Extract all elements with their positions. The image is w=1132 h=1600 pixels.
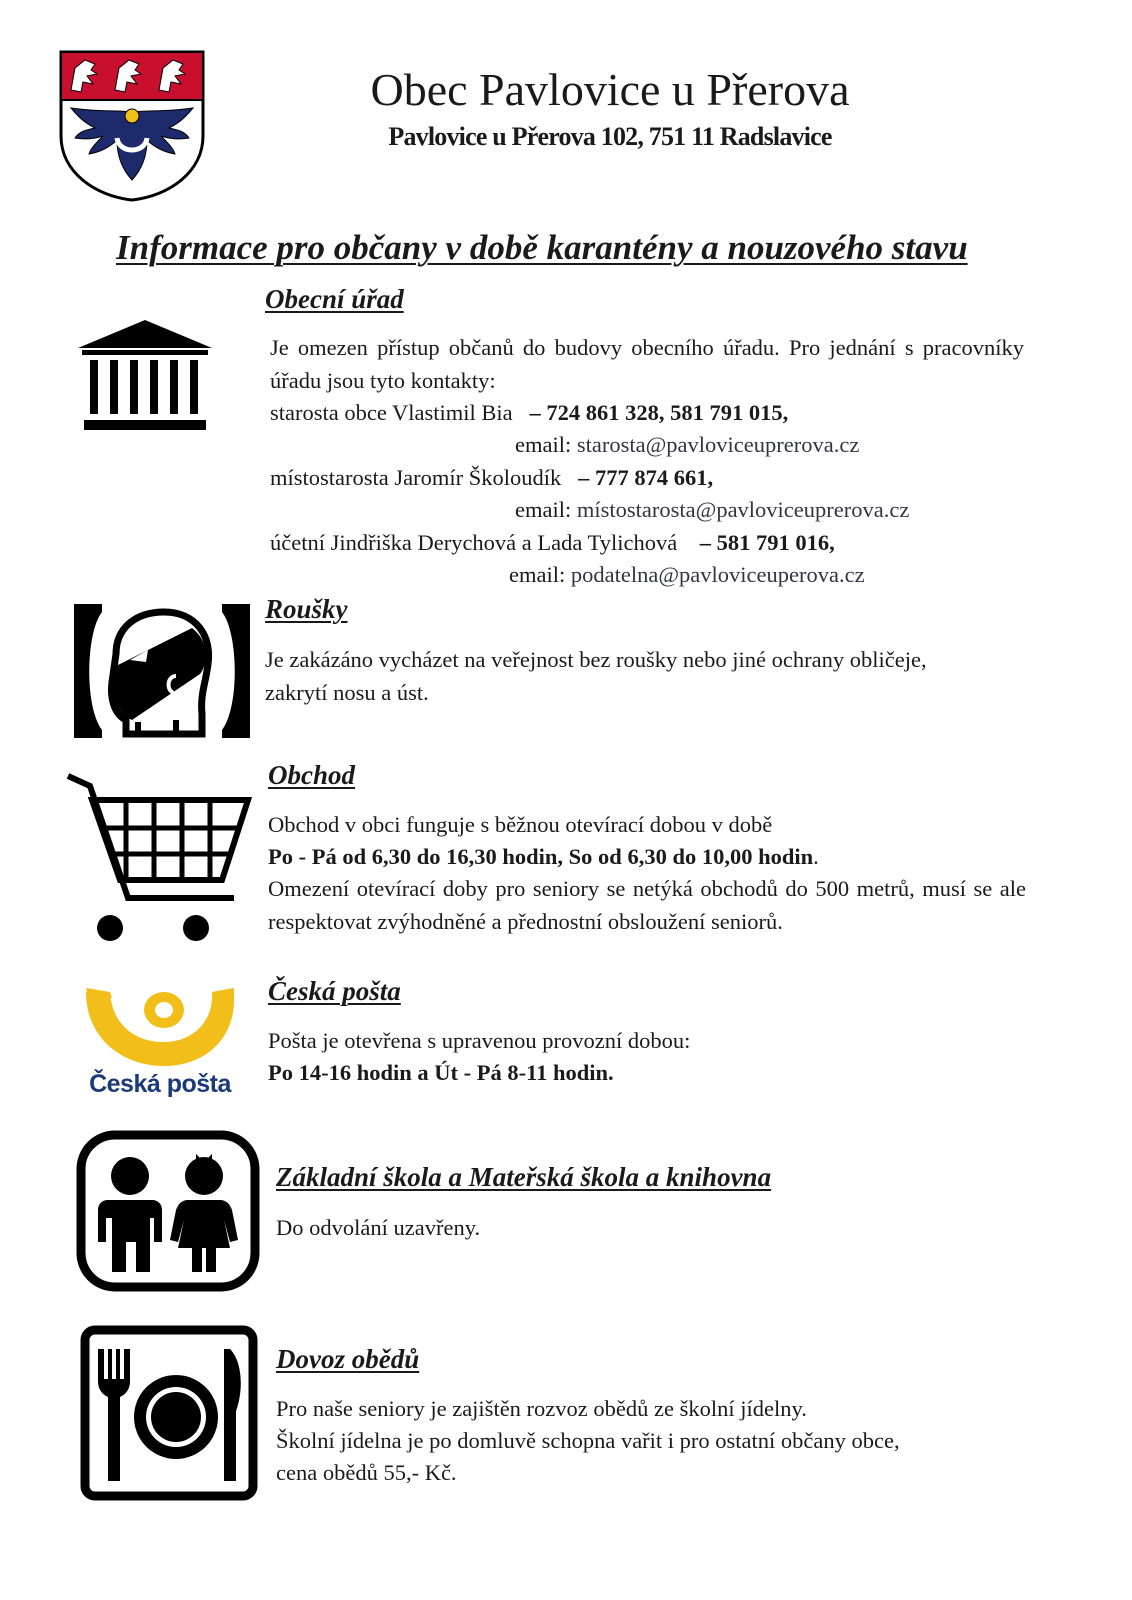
post-horn-icon bbox=[82, 984, 236, 1068]
shop-hours-row bbox=[268, 841, 819, 874]
contact-phone: – 581 791 016, bbox=[699, 530, 835, 555]
post-hours-row bbox=[268, 1057, 614, 1090]
heading-skola: Základní škola a Mateřská škola a knihovna bbox=[276, 1162, 772, 1192]
meals-line3: cena obědů 55,- Kč. bbox=[276, 1460, 457, 1485]
post-hours: Po 14-16 hodin a Út - Pá 8-11 hodin. bbox=[268, 1060, 614, 1085]
heading-ceska-posta: Česká pošta bbox=[268, 976, 401, 1006]
meals-line2: Školní jídelna je po domluvě schopna vařit i pro ostatní občany obce, bbox=[276, 1428, 900, 1453]
contact-email-row bbox=[515, 429, 859, 462]
shop-hours: Po - Pá od 6,30 do 16,30 hodin, So od 6,30 do 10,00 hodin bbox=[268, 844, 814, 869]
post-line1: Pošta je otevřena s upravenou provozní dobou: bbox=[268, 1028, 691, 1053]
page-title: Informace pro občany v době karantény a nouzového stavu bbox=[116, 228, 968, 267]
shopping-cart-icon bbox=[66, 772, 252, 948]
contact-mistostarosta bbox=[270, 462, 713, 495]
email-label: email: bbox=[515, 497, 577, 522]
shop-line1: Obchod v obci funguje s běžnou otevírací dobou v době bbox=[268, 812, 773, 837]
school-text: Do odvolání uzavřeny. bbox=[276, 1215, 481, 1240]
contact-phone: – 777 874 661, bbox=[578, 465, 714, 490]
heading-rousky: Roušky bbox=[265, 594, 348, 624]
face-mask-icon bbox=[72, 602, 252, 740]
contact-person: místostarosta Jaromír Školoudík bbox=[270, 465, 562, 490]
children-icon bbox=[76, 1130, 260, 1292]
contact-email-row bbox=[509, 559, 865, 592]
office-intro: Je omezen přístup občanů do budovy obecního úřadu. Pro jednání s pracovníky úřadu jsou tyto kontakty: bbox=[270, 335, 1024, 393]
heading-obecni-urad: Obecní úřad bbox=[265, 284, 404, 314]
contact-phone: – 724 861 328, 581 791 015, bbox=[529, 400, 789, 425]
email-link-starosta[interactable]: starosta@pavloviceuprerova.cz bbox=[576, 432, 860, 457]
town-address: Pavlovice u Přerova 102, 751 11 Radslavice bbox=[388, 122, 832, 151]
email-label: email: bbox=[509, 562, 571, 587]
plate-cutlery-icon bbox=[80, 1325, 258, 1501]
contact-email-row bbox=[515, 494, 909, 527]
heading-obchod: Obchod bbox=[268, 760, 355, 790]
shop-note: Omezení otevírací doby pro seniory se netýká obchodů do 500 metrů, musí se ale respektovat zvýhodněné a přednostní obsloužení seniorů. bbox=[268, 876, 1026, 934]
masks-text: Je zakázáno vycházet na veřejnost bez roušky nebo jiné ochrany obličeje, zakrytí nosu a úst. bbox=[265, 647, 927, 705]
contact-person: účetní Jindřiška Derychová a Lada Tylichová bbox=[270, 530, 678, 555]
contact-person: starosta obce Vlastimil Bia bbox=[270, 400, 513, 425]
contact-starosta bbox=[270, 397, 788, 430]
meals-line1: Pro naše seniory je zajištěn rozvoz obědů ze školní jídelny. bbox=[276, 1396, 807, 1421]
email-link-mistostarosta[interactable]: místostarosta@pavloviceuprerova.cz bbox=[576, 497, 910, 522]
town-name: Obec Pavlovice u Přerova bbox=[370, 64, 850, 115]
building-icon bbox=[76, 318, 214, 434]
email-link-podatelna[interactable]: podatelna@pavloviceuperova.cz bbox=[570, 562, 865, 587]
shop-hours-end: . bbox=[813, 844, 819, 869]
post-logo-text: Česká pošta bbox=[89, 1070, 231, 1098]
contact-ucetni bbox=[270, 527, 835, 560]
email-label: email: bbox=[515, 432, 577, 457]
coat-of-arms-icon bbox=[57, 50, 207, 202]
heading-dovoz-obedu: Dovoz obědů bbox=[276, 1344, 420, 1374]
